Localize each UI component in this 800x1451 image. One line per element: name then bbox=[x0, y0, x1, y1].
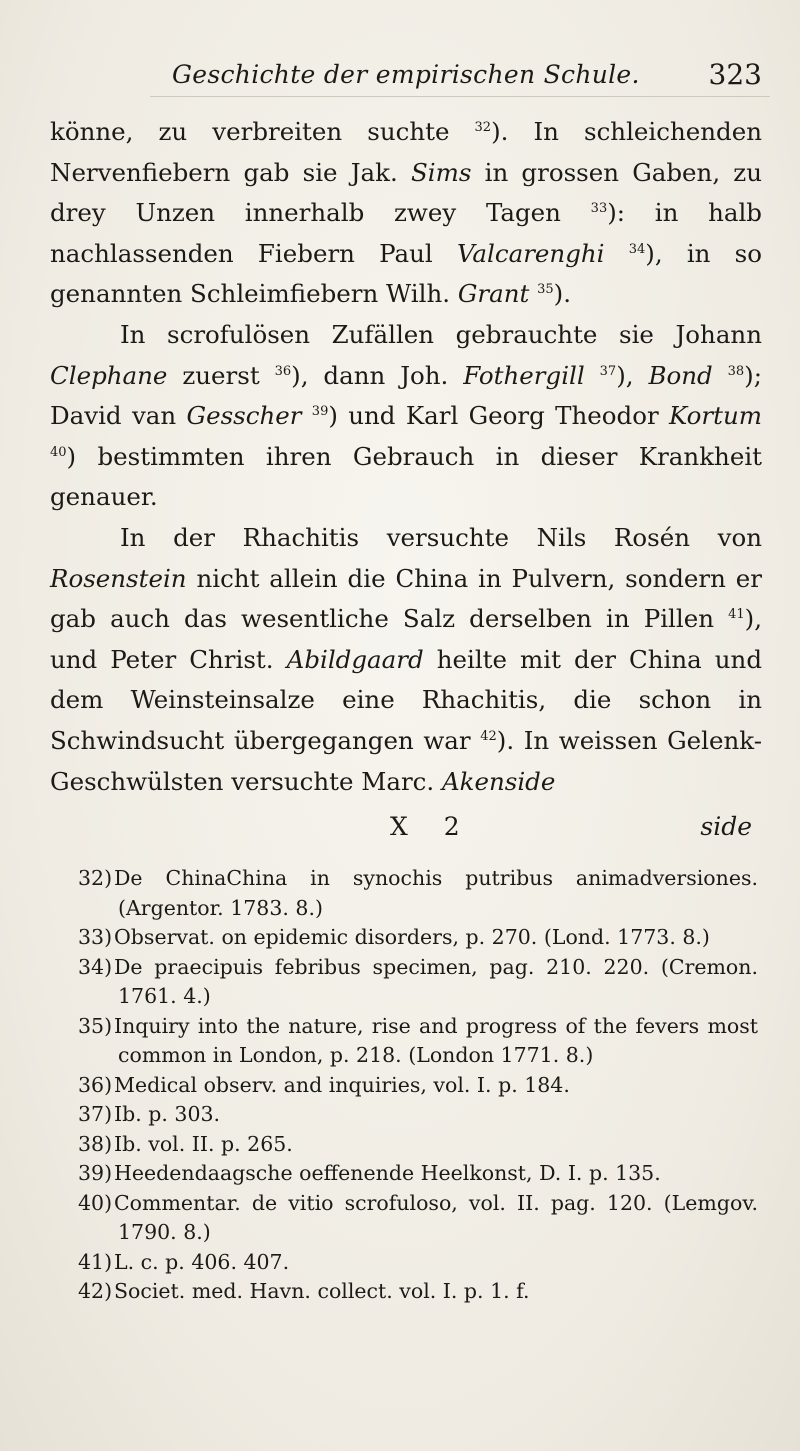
footnote-number: 32) bbox=[78, 866, 113, 890]
footnote bbox=[78, 1159, 758, 1189]
person-name: Kortum bbox=[669, 401, 762, 431]
header-rule bbox=[150, 96, 770, 97]
catchword: side bbox=[700, 812, 752, 841]
footnote bbox=[78, 923, 758, 953]
person-name: Fothergill bbox=[463, 360, 585, 390]
person-name: Grant bbox=[457, 279, 530, 309]
person-name: Gesscher bbox=[186, 401, 302, 431]
footnote-text: Observat. on epidemic disorders, p. 270. (Lond. 1773. 8.) bbox=[114, 925, 710, 949]
footnote-text: Medical observ. and inquiries, vol. I. p. 184. bbox=[114, 1072, 570, 1097]
footnote-number: 42) bbox=[78, 1279, 113, 1303]
person-name: Clephane bbox=[50, 360, 168, 390]
footnote-ref-36: 36 bbox=[274, 363, 292, 379]
footnote-number: 37) bbox=[78, 1102, 113, 1126]
person-name: Rosenstein bbox=[50, 563, 187, 593]
footnote-ref-39: 39 bbox=[311, 404, 329, 419]
footnote-number: 41) bbox=[78, 1249, 113, 1274]
person-name: Akenside bbox=[441, 766, 556, 796]
footnote-text: De ChinaChina in synochis putribus animadversiones. (Argentor. 1783. 8.) bbox=[114, 866, 758, 920]
footnotes bbox=[78, 864, 758, 1307]
page-number: 323 bbox=[708, 58, 762, 91]
footnote bbox=[78, 1248, 758, 1278]
footnote bbox=[78, 1071, 758, 1101]
footnote-number: 38) bbox=[78, 1131, 113, 1156]
footnote-ref-38: 38 bbox=[727, 363, 745, 379]
footnote-text: L. c. p. 406. 407. bbox=[114, 1249, 290, 1274]
body-text bbox=[50, 112, 762, 802]
running-title: Geschichte der empirischen Schule. bbox=[172, 60, 640, 89]
page-header bbox=[0, 52, 800, 96]
footnote bbox=[78, 1277, 758, 1307]
footnote-number: 34) bbox=[78, 954, 113, 979]
footnote-number: 40) bbox=[78, 1190, 113, 1215]
signature-mark: X 2 bbox=[390, 812, 474, 841]
footnote-number: 39) bbox=[78, 1161, 113, 1185]
paragraph-3: In der Rhachitis versuchte Nils Rosén von Rosenstein nicht allein die China in Pulvern, sondern er gab auch das wesentliche Salz derselben in Pillen $^{41}$), und Peter Christ. Abildgaard heilte mit der China und dem Weinsteinsalze eine Rhachitis, die schon in Schwindsucht übergegangen war $^{42}$). In weissen Gelenk-Geschwülsten versuchte Marc. Akenside bbox=[50, 522, 763, 796]
footnote-text: Ib. p. 303. bbox=[114, 1102, 221, 1126]
footnote-ref-40: 40 bbox=[50, 444, 67, 460]
person-name: Sims bbox=[411, 157, 472, 187]
footnote-number: 36) bbox=[78, 1072, 113, 1097]
paragraph-1: könne, zu verbreiten suchte $^{32}$). In schleichenden Nervenfiebern gab sie Jak. Sims in grossen Gaben, zu drey Unzen innerhalb zwey Tagen $^{33}$): in halb nachlassenden Fiebern Paul Valcarenghi $^{34}$), in so genannten Schleimfiebern Wilh. Grant $^{35}$). bbox=[50, 117, 762, 309]
footnote-ref-41: 41 bbox=[728, 606, 745, 622]
footnote-text: Commentar. de vitio scrofuloso, vol. II. pag. 120. (Lemgov. 1790. 8.) bbox=[114, 1190, 758, 1244]
footnote-ref-33: 33 bbox=[590, 201, 608, 217]
footnote-ref-37: 37 bbox=[599, 363, 617, 379]
footnote bbox=[78, 864, 758, 923]
signature-line bbox=[50, 810, 762, 850]
footnote-text: Heedendaagsche oeffenende Heelkonst, D. I. p. 135. bbox=[114, 1161, 661, 1185]
paragraph-2: In scrofulösen Zufällen gebrauchte sie Johann Clephane zuerst $^{36}$), dann Joh. Fothergill $^{37}$), Bond $^{38}$); David van Gesscher $^{39}$) und Karl Georg Theodor Kortum $^{40}$) bestimmten ihren Gebrauch in dieser Krankheit genauer. bbox=[50, 319, 762, 512]
person-name: Valcarenghi bbox=[456, 238, 605, 268]
footnote-text: De praecipuis febribus specimen, pag. 210. 220. (Cremon. 1761. 4.) bbox=[114, 954, 758, 1008]
footnote bbox=[78, 953, 758, 1012]
footnote-ref-42: 42 bbox=[480, 728, 497, 744]
person-name: Abildgaard bbox=[286, 644, 424, 674]
footnote bbox=[78, 1100, 758, 1130]
footnote-ref-32: 32 bbox=[474, 119, 492, 135]
footnote bbox=[78, 1189, 758, 1248]
footnote-text: Inquiry into the nature, rise and progress of the fevers most common in London, p. 218. (London 1771. 8.) bbox=[114, 1013, 758, 1067]
footnote-ref-34: 34 bbox=[628, 241, 646, 257]
footnote-text: Societ. med. Havn. collect. vol. I. p. 1. f. bbox=[114, 1279, 530, 1303]
footnote-number: 33) bbox=[78, 925, 113, 949]
footnote bbox=[78, 1012, 758, 1071]
footnote-text: Ib. vol. II. p. 265. bbox=[114, 1131, 293, 1156]
footnote bbox=[78, 1130, 758, 1160]
footnote-ref-35: 35 bbox=[537, 282, 554, 298]
footnote-number: 35) bbox=[78, 1013, 113, 1038]
person-name: Bond bbox=[648, 360, 713, 390]
